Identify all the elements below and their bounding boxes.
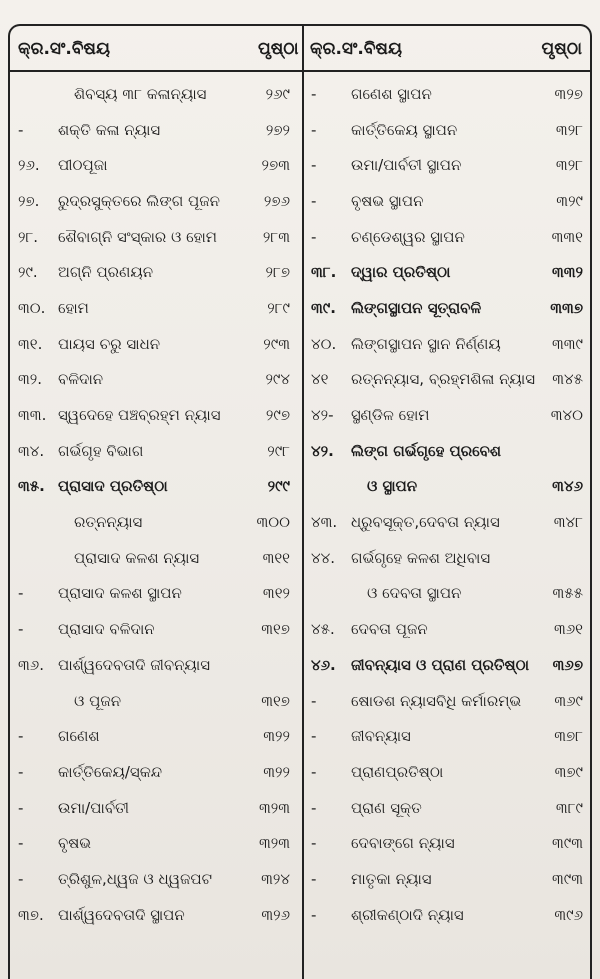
toc-entry [14, 718, 300, 754]
entry-title: ଶକ୍ତି କଳା ନ୍ୟାସ [58, 120, 161, 139]
entry-page-number: ୨୯୪ [265, 370, 290, 389]
right-page-header: ପୃଷ୍ଠା [541, 39, 582, 59]
entry-page-number: ୨୮୯ [267, 298, 290, 317]
toc-entry [14, 683, 300, 719]
left-page-header: ପୃଷ୍ଠା [258, 39, 299, 59]
entry-number: ୪୧ [311, 370, 329, 389]
entry-title: ସ୍ଥଣ୍ଡିଳ ହୋମ [351, 406, 430, 425]
toc-entry [307, 825, 593, 861]
toc-entry [14, 326, 300, 362]
entry-number: ୪୬. [311, 655, 336, 674]
entry-number: ୩୭. [18, 905, 44, 924]
entry-number: - [18, 834, 24, 853]
toc-entry [14, 790, 300, 826]
toc-entry [14, 576, 300, 612]
entry-page-number: ୩୪୫ [552, 370, 583, 389]
entry-page-number: ୩୬୧ [553, 620, 583, 639]
toc-entry [307, 611, 593, 647]
toc-entry [307, 861, 593, 897]
entry-number: ୪୦. [311, 334, 337, 353]
entry-title: ଗର୍ଭଗୃହ ବିଭାଗ [58, 441, 144, 460]
entry-title: ଦେବାଙ୍ଗେ ନ୍ୟାସ [351, 834, 455, 853]
toc-entry [14, 290, 300, 326]
entry-page-number: ୩୯୩ [551, 834, 583, 853]
toc-entry [14, 219, 300, 255]
entry-title: କାର୍ତ୍ତିକେୟ ସ୍ଥାପନ [351, 120, 458, 139]
entry-number: ୨୯. [18, 263, 38, 282]
entry-page-number: ୨୯୮ [267, 441, 290, 460]
entry-page-number: ୩୮୯ [555, 798, 583, 817]
toc-entry [14, 504, 300, 540]
entry-number: ୪୨. [311, 441, 334, 460]
entry-page-number: ୩୨୬ [261, 905, 290, 924]
toc-entry [307, 754, 593, 790]
toc-entry [14, 76, 300, 112]
column-divider [302, 26, 304, 979]
entry-number: - [18, 620, 24, 639]
entry-number: - [311, 798, 317, 817]
entry-page-number: ୩୬୭ [552, 655, 583, 674]
entry-page-number: ୩୨୭ [554, 84, 583, 103]
entry-title: ଷୋଡଶ ନ୍ୟାସବିଧି କର୍ମାରମ୍ଭ [351, 691, 522, 710]
toc-entry [14, 112, 300, 148]
right-header-label: କ୍ର.ସଂ.ବିଷୟ [310, 39, 402, 59]
entry-page-number: ୩୨୯ [556, 191, 583, 210]
entry-number: ୩୫. [18, 477, 45, 496]
entry-number: - [18, 869, 24, 888]
entry-page-number: ୩୧୨ [262, 584, 290, 603]
entry-page-number: ୩୨୪ [261, 869, 290, 888]
entry-title: ପ୍ରାଣ ସୂକ୍ତ [351, 798, 422, 817]
entry-title: ପ୍ରାସାଦ କଳଶ ନ୍ୟାସ [74, 548, 200, 567]
entry-page-number: ୩୨୨ [263, 762, 290, 781]
entry-title: ପ୍ରାସାଦ କଳଶ ସ୍ଥାପନ [58, 584, 182, 603]
entry-page-number: ୨୯୭ [265, 406, 290, 425]
entry-title: ଲିଙ୍ଗ ଗର୍ଭଗୃହେ ପ୍ରବେଶ [351, 441, 502, 460]
entry-title: ଗର୍ଭଗୃହେ କଳଶ ଅଧିବାସ [351, 548, 491, 567]
entry-number: - [311, 691, 317, 710]
entry-number: - [311, 120, 317, 139]
entry-title: ପ୍ରାସାଦ ବଳିଦାନ [58, 620, 155, 639]
entry-page-number: ୩୩୨ [551, 263, 583, 282]
entry-number: ୩୦. [18, 298, 46, 317]
entry-number: - [311, 834, 317, 853]
entry-number: ୩୯. [311, 298, 336, 317]
entry-number: ୨୮. [18, 227, 39, 246]
entry-title: ଲିଙ୍ଗସ୍ଥାପନ ସୂତ୍ରାବଳି [351, 298, 482, 317]
toc-entry [307, 290, 593, 326]
entry-title: ଗଣେଶ ସ୍ଥାପନ [351, 84, 432, 103]
left-column [14, 76, 300, 933]
entry-page-number: ୩୯୬ [554, 905, 583, 924]
entry-page-number: ୩୨୮ [555, 120, 583, 139]
toc-entry [14, 540, 300, 576]
entry-page-number: ୨୮୩ [262, 227, 290, 246]
entry-number: - [311, 84, 317, 103]
toc-entry [307, 504, 593, 540]
toc-entry [14, 647, 300, 683]
entry-number: ୨୭. [18, 191, 40, 210]
entry-title: ବଳିଦାନ [58, 370, 104, 389]
entry-number: ୩୬. [18, 655, 44, 674]
entry-page-number: ୨୭୨ [265, 120, 290, 139]
entry-title: ଶ୍ରୀକଣ୍ଠାଦି ନ୍ୟାସ [351, 905, 464, 924]
entry-page-number: ୨୭୬ [263, 191, 290, 210]
toc-entry [14, 897, 300, 933]
header-divider [10, 70, 590, 72]
toc-entry [307, 112, 593, 148]
entry-title: ଶିବସ୍ୟ ୩୮ କଳାନ୍ୟାସ [74, 84, 207, 103]
entry-page-number: ୨୯୯ [267, 477, 290, 496]
toc-entry [307, 326, 593, 362]
toc-entry [307, 647, 593, 683]
entry-page-number: ୩୩୯ [551, 334, 583, 353]
entry-title: ବୃଷଭ ସ୍ଥାପନ [351, 191, 424, 210]
toc-entry [14, 147, 300, 183]
entry-number: - [311, 227, 317, 246]
entry-title: ଉମା/ପାର୍ବତୀ [58, 798, 130, 817]
entry-title: ଦ୍ୱାର ପ୍ରତିଷ୍ଠା [351, 263, 451, 282]
entry-title: ରୁଦ୍ରସୁକ୍ତରେ ଲିଙ୍ଗ ପୂଜନ [58, 191, 220, 210]
toc-entry [307, 183, 593, 219]
entry-title: ମାତୃକା ନ୍ୟାସ [351, 869, 432, 888]
toc-entry [14, 183, 300, 219]
toc-entry [307, 147, 593, 183]
entry-page-number: ୩୦୦ [256, 513, 290, 532]
table-of-contents [8, 24, 592, 979]
entry-page-number: ୩୪୬ [552, 477, 583, 496]
entry-number: - [18, 762, 24, 781]
toc-entry [14, 362, 300, 398]
entry-page-number: ୩୨୩ [258, 834, 290, 853]
entry-title: ପ୍ରାଣପ୍ରତିଷ୍ଠା [351, 762, 444, 781]
toc-entry [307, 718, 593, 754]
entry-page-number: ୩୨୨ [263, 727, 290, 746]
toc-entry [307, 540, 593, 576]
entry-title: ରତ୍ନନ୍ୟାସ [74, 513, 143, 532]
entry-number: ୩୧. [18, 334, 43, 353]
entry-number: - [18, 584, 24, 603]
entry-page-number: ୩୩୭ [550, 298, 583, 317]
entry-number: ୩୨. [18, 370, 43, 389]
entry-title: ଗଣେଶ [58, 727, 100, 746]
entry-title: ଚଣ୍ଡେଶ୍ୱର ସ୍ଥାପନ [351, 227, 465, 246]
entry-page-number: ୨୮୭ [265, 263, 290, 282]
entry-title: ରତ୍ନନ୍ୟାସ, ବ୍ରହ୍ମଶିଳା ନ୍ୟାସ [351, 370, 535, 389]
entry-title: ଧ୍ରୁବସୂକ୍ତ,ଦେବତା ନ୍ୟାସ [351, 513, 500, 532]
toc-entry [307, 76, 593, 112]
entry-title: ଦେବତା ପୂଜନ [351, 620, 428, 639]
toc-entry [14, 611, 300, 647]
entry-page-number: ୩୧୭ [261, 620, 290, 639]
entry-title: ଓ ସ୍ଥାପନ [367, 477, 418, 496]
entry-title: ବୃଷଭ [58, 834, 92, 853]
toc-entry [14, 825, 300, 861]
entry-title: ସ୍ୱଦେହେ ପଞ୍ଚବ୍ରହ୍ମ ନ୍ୟାସ [58, 406, 221, 425]
entry-title: ହୋମ [58, 298, 89, 317]
toc-entry [307, 897, 593, 933]
toc-entry [307, 219, 593, 255]
entry-title: ପୀଠପୂଜା [58, 156, 108, 175]
entry-number: - [18, 120, 24, 139]
entry-number: - [311, 727, 317, 746]
entry-number: - [18, 798, 24, 817]
entry-number: - [18, 727, 24, 746]
entry-title: ଉମା/ପାର୍ବତୀ ସ୍ଥାପନ [351, 156, 462, 175]
toc-entry [307, 433, 593, 469]
entry-number: - [311, 762, 317, 781]
left-header-label: କ୍ର.ସଂ.ବିଷୟ [18, 39, 110, 59]
entry-page-number: ୩୭୯ [554, 762, 583, 781]
entry-title: ଶୈବାଗ୍ନି ସଂସ୍କାର ଓ ହୋମ [58, 227, 218, 246]
entry-page-number: ୩୯୩ [551, 869, 583, 888]
entry-number: - [311, 905, 317, 924]
entry-title: ତ୍ରିଶୁଳ,ଧ୍ୱଜ ଓ ଧ୍ୱଜପଟ [58, 869, 213, 888]
entry-page-number: ୩୩୧ [551, 227, 583, 246]
entry-title: ଓ ପୂଜନ [74, 691, 122, 710]
entry-title: କାର୍ତ୍ତିକେୟ/ସ୍କନ୍ଦ [58, 762, 163, 781]
entry-number: - [311, 191, 317, 210]
entry-number: ୩୮. [311, 263, 337, 282]
entry-page-number: ୩୧୭ [261, 691, 290, 710]
entry-title: ପାର୍ଶ୍ୱଦେବତାଦି ଜୀବନ୍ୟାସ [58, 655, 210, 674]
entry-page-number: ୩୭୮ [554, 727, 583, 746]
toc-entry [307, 469, 593, 505]
toc-entry [14, 397, 300, 433]
toc-entry [307, 397, 593, 433]
right-column [307, 76, 593, 933]
entry-number: - [311, 869, 317, 888]
entry-title: ଓ ଦେବତା ସ୍ଥାପନ [367, 584, 462, 603]
entry-page-number: ୨୭୩ [261, 156, 290, 175]
entry-page-number: ୨୯୩ [263, 334, 290, 353]
entry-title: ପାର୍ଶ୍ୱଦେବତାଦି ସ୍ଥାପନ [58, 905, 185, 924]
entry-number: ୨୬. [18, 156, 40, 175]
entry-number: ୩୪. [18, 441, 45, 460]
entry-page-number: ୩୧୧ [262, 548, 290, 567]
entry-title: ଅଗ୍ନି ପ୍ରଣୟନ [58, 263, 154, 282]
toc-entry [307, 683, 593, 719]
entry-title: ଲିଙ୍ଗସ୍ଥାପନ ସ୍ଥାନ ନିର୍ଣ୍ଣୟ [351, 334, 501, 353]
entry-title: ଜୀବନ୍ୟାସ [351, 727, 411, 746]
toc-entry [14, 861, 300, 897]
entry-number: ୩୩. [18, 406, 47, 425]
toc-entry [14, 754, 300, 790]
toc-entry [307, 254, 593, 290]
entry-page-number: ୨୬୯ [265, 84, 290, 103]
entry-number: ୪୪. [311, 548, 335, 567]
entry-page-number: ୩୪୮ [553, 513, 583, 532]
entry-title: ଜୀବନ୍ୟାସ ଓ ପ୍ରାଣ ପ୍ରତିଷ୍ଠା [351, 655, 530, 674]
entry-title: ପ୍ରାସାଦ ପ୍ରତିଷ୍ଠା [58, 477, 168, 496]
entry-number: ୪୫. [311, 620, 335, 639]
toc-entry [14, 433, 300, 469]
toc-entry [307, 576, 593, 612]
toc-entry [307, 362, 593, 398]
entry-page-number: ୩୬୯ [554, 691, 583, 710]
entry-number: - [311, 156, 317, 175]
entry-page-number: ୩୨୮ [555, 156, 583, 175]
entry-title: ପାୟସ ଚରୁ ସାଧନ [58, 334, 161, 353]
toc-entry [307, 790, 593, 826]
entry-page-number: ୩୨୩ [258, 798, 290, 817]
toc-entry [14, 469, 300, 505]
entry-page-number: ୩୫୫ [552, 584, 583, 603]
entry-number: ୪୨- [311, 406, 334, 425]
entry-number: ୪୩. [311, 513, 338, 532]
entry-page-number: ୩୪୦ [550, 406, 583, 425]
toc-entry [14, 254, 300, 290]
